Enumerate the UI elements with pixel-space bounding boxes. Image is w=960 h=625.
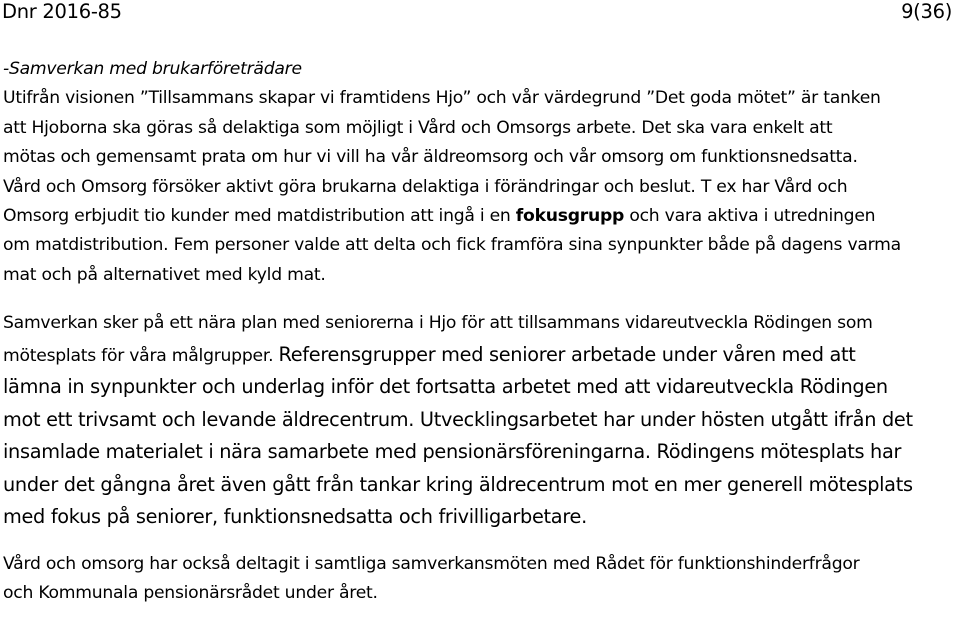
section-heading: -Samverkan med brukarföreträdare	[3, 59, 302, 79]
bold-term: fokusgrupp	[515, 205, 625, 226]
paragraph-2	[3, 309, 958, 534]
text-run: och vara aktiva i utredningen	[624, 205, 876, 226]
paragraph-line: att Hjoborna ska göras så delaktiga som möjligt i Vård och Omsorgs arbete. Det ska vara enkelt att	[3, 117, 833, 138]
document-body	[3, 55, 958, 609]
paragraph-line: mötas och gemensamt prata om hur vi vill ha vår äldreomsorg och vår omsorg om funktionsnedsatta.	[3, 147, 858, 168]
paragraph-line: insamlade materialet i nära samarbete med pensionärsföreningarna. Rödingens mötesplats har	[3, 440, 902, 464]
text-run: Referensgrupper med seniorer arbetade under våren med att	[278, 342, 856, 366]
paragraph-line: och Kommunala pensionärsrådet under året.	[3, 583, 378, 604]
paragraph-line: Samverkan sker på ett nära plan med seniorerna i Hjo för att tillsammans vidareutveckla Rödingen som	[3, 313, 873, 334]
text-run: Omsorg erbjudit tio kunder med matdistribution att ingå i en	[3, 205, 516, 226]
paragraph-spacer	[3, 534, 958, 550]
paragraph-line: med fokus på seniorer, funktionsnedsatta och frivilligarbetare.	[3, 505, 587, 529]
paragraph-1	[3, 84, 958, 290]
page-number: 9(36)	[901, 0, 952, 23]
paragraph-line	[3, 202, 958, 231]
paragraph-line: Vård och omsorg har också deltagit i samtliga samverkansmöten med Rådet för funktionshinderfrågor	[3, 554, 860, 575]
paragraph-line: mat och på alternativet med kyld mat.	[3, 264, 326, 285]
paragraph-3	[3, 550, 958, 609]
paragraph-line	[3, 339, 958, 372]
text-run: mötesplats för våra målgrupper.	[3, 345, 279, 366]
paragraph-line: mot ett trivsamt och levande äldrecentrum. Utvecklingsarbetet har under hösten utgått ifrån det	[3, 407, 913, 431]
paragraph-line: om matdistribution. Fem personer valde att delta och fick framföra sina synpunkter både på dagens varma	[3, 235, 901, 256]
document-number: Dnr 2016-85	[2, 0, 122, 23]
paragraph-line: lämna in synpunkter och underlag inför det fortsatta arbetet med att vidareutveckla Rödingen	[3, 375, 888, 399]
paragraph-line: Vård och Omsorg försöker aktivt göra brukarna delaktiga i förändringar och beslut. T ex har Vård och	[3, 176, 848, 197]
paragraph-spacer	[3, 290, 958, 309]
paragraph-line: under det gångna året även gått från tankar kring äldrecentrum mot en mer generell mötesplats	[3, 472, 913, 496]
paragraph-line: Utifrån visionen ”Tillsammans skapar vi framtidens Hjo” och vår värdegrund ”Det goda mötet” är tanken	[3, 88, 881, 109]
page-header	[0, 0, 960, 28]
